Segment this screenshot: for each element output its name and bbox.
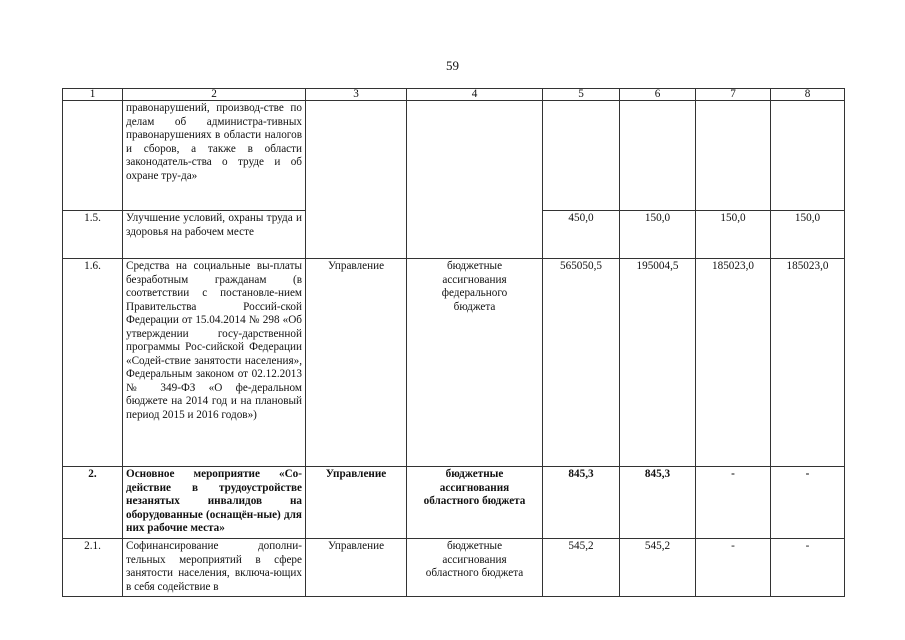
value-col7: - [696,539,771,597]
row-number: 2. [63,467,123,539]
value-col6: 195004,5 [620,259,696,467]
program-table [62,88,845,597]
row-number [63,101,123,211]
funding-source: бюджетные ассигнования областного бюджета [425,540,524,579]
value-col7: 185023,0 [696,259,771,467]
executor: Управление [306,539,407,597]
table-row [63,467,845,539]
measure-name: Улучшение условий, охраны труда и здоровья на рабочем месте [123,211,306,259]
funding-source-cell [407,259,543,467]
value-col8: - [771,539,845,597]
table-row [63,101,845,211]
value-col6: 150,0 [620,211,696,259]
header-cell: 7 [696,89,771,101]
value-col6: 845,3 [620,467,696,539]
value-col6 [620,101,696,211]
row-number: 2.1. [63,539,123,597]
value-col7: 150,0 [696,211,771,259]
measure-name: Основное мероприятие «Со-действие в трудоустройстве незанятых инвалидов на оборудованные (оснащён-ные) для них рабочие места» [123,467,306,539]
row-number: 1.5. [63,211,123,259]
header-cell: 8 [771,89,845,101]
header-row [63,89,845,101]
value-col7 [696,101,771,211]
value-col5: 565050,5 [543,259,620,467]
value-col5: 845,3 [543,467,620,539]
funding-source-cell [407,539,543,597]
table-row [63,259,845,467]
header-cell: 6 [620,89,696,101]
table-row [63,539,845,597]
value-col8: - [771,467,845,539]
funding-source [407,101,543,259]
value-col8: 150,0 [771,211,845,259]
funding-source: бюджетные ассигнования областного бюджета [423,468,526,507]
executor: Управление [306,259,407,467]
value-col5 [543,101,620,211]
value-col6: 545,2 [620,539,696,597]
measure-name: правонарушений, производ-стве по делам об администра-тивных правонарушениях в области налогов и сборов, а также в области законодатель-ства о труде и об охране тру-да» [123,101,306,211]
header-cell: 1 [63,89,123,101]
funding-source-cell [407,467,543,539]
header-cell: 2 [123,89,306,101]
row-number: 1.6. [63,259,123,467]
executor [306,101,407,259]
measure-name: Средства на социальные вы-платы безработным гражданам (в соответствии с постановле-нием Правительства Россий-ской Федерации от 15.04.2014 № 298 «Об утверждении госу-дарственной программы Рос-сийской Федерации «Содей-ствие занятости населения», Федеральным законом от 02.12.2013 № 349-ФЗ «О фе-деральном бюджете на 2014 год и на плановый период 2015 и 2016 годов») [123,259,306,467]
header-cell: 4 [407,89,543,101]
value-col7: - [696,467,771,539]
header-cell: 3 [306,89,407,101]
page-number: 59 [446,58,459,73]
executor: Управление [306,467,407,539]
funding-source: бюджетные ассигнования федерального бюджета [441,260,508,313]
value-col5: 545,2 [543,539,620,597]
value-col8: 185023,0 [771,259,845,467]
value-col5: 450,0 [543,211,620,259]
value-col8 [771,101,845,211]
measure-name: Софинансирование дополни-тельных мероприятий в сфере занятости населения, включа-ющих в себя содействие в [123,539,306,597]
header-cell: 5 [543,89,620,101]
